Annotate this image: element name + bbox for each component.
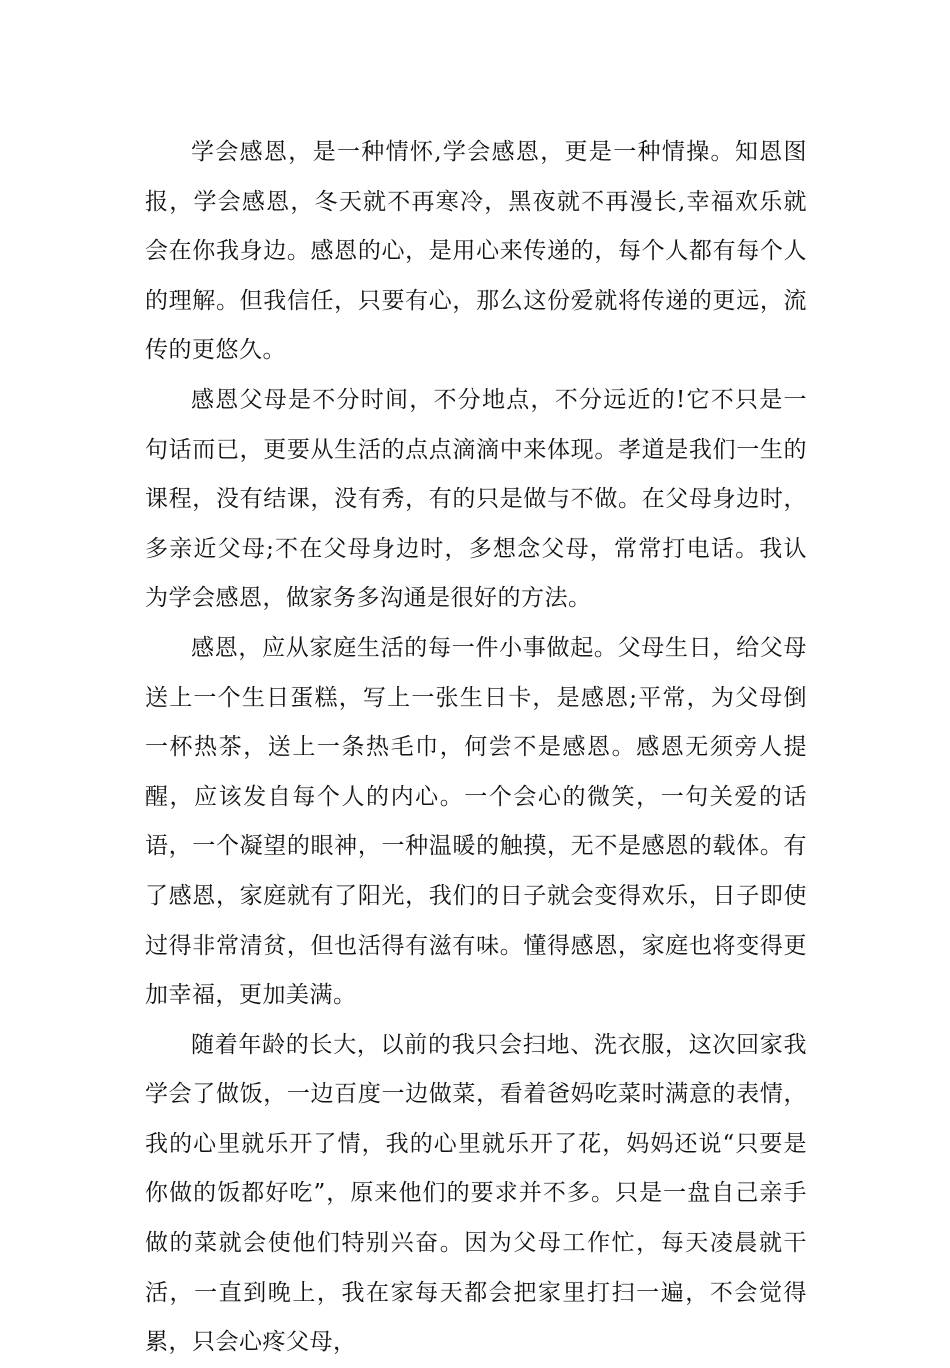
paragraph-4: 随着年龄的长大，以前的我只会扫地、洗衣服，这次回家我学会了做饭，一边百度一边做菜，看着爸妈吃菜时满意的表情，我的心里就乐开了情，我的心里就乐开了花，妈妈还说“只要是你做的饭都好吃”，原来他们的要求并不多。只是一盘自己亲手做的菜就会使他们特别兴奋。因为父母工作忙，每天凌晨就干活，一直到晚上，我在家每天都会把家里打扫一遍，不会觉得累，只会心疼父母， bbox=[145, 1031, 807, 1356]
paragraph-3: 感恩，应从家庭生活的每一件小事做起。父母生日，给父母送上一个生日蛋糕，写上一张生日卡，是感恩;平常，为父母倒一杯热茶，送上一条热毛巾，何尝不是感恩。感恩无须旁人提醒，应该发自每个人的内心。一个会心的微笑，一句关爱的话语，一个凝望的眼神，一种温暖的触摸，无不是感恩的载体。有了感恩，家庭就有了阳光，我们的日子就会变得欢乐，日子即使过得非常清贫，但也活得有滋有味。懂得感恩，家庭也将变得更加幸福，更加美满。 bbox=[145, 634, 807, 1009]
paragraph-1: 学会感恩，是一种情怀,学会感恩，更是一种情操。知恩图报，学会感恩，冬天就不再寒冷，黑夜就不再漫长,幸福欢乐就会在你我身边。感恩的心，是用心来传递的，每个人都有每个人的理解。但我信任，只要有心，那么这份爱就将传递的更远，流传的更悠久。 bbox=[145, 139, 807, 364]
document-page bbox=[145, 128, 807, 1368]
paragraph-2: 感恩父母是不分时间，不分地点，不分远近的!它不只是一句话而已，更要从生活的点点滴滴中来体现。孝道是我们一生的课程，没有结课，没有秀，有的只是做与不做。在父母身边时，多亲近父母;不在父母身边时，多想念父母，常常打电话。我认为学会感恩，做家务多沟通是很好的方法。 bbox=[145, 386, 807, 612]
